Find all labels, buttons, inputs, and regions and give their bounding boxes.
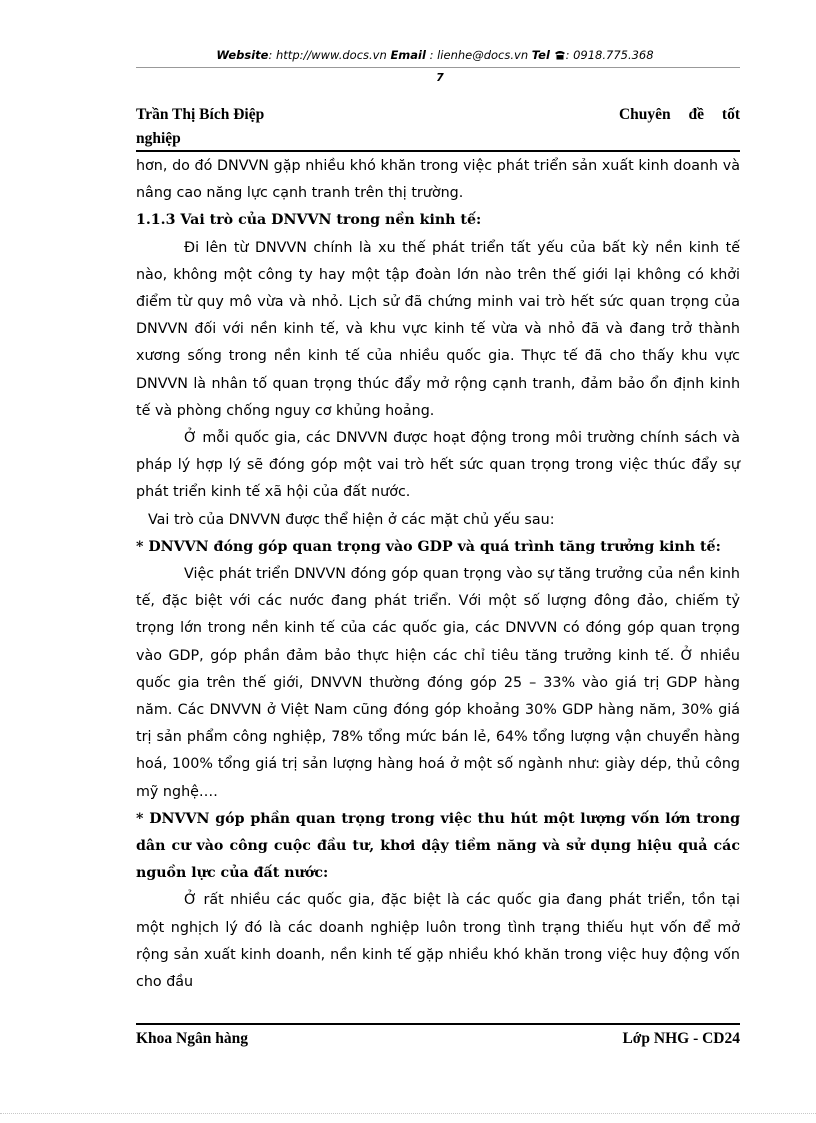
website-label: Website	[216, 48, 269, 62]
paragraph: Việc phát triển DNVVN đóng góp quan trọng vào sự tăng trưởng của nền kinh tế, đặc biệt với các nước đang phát triển. Với một số lượng đông đảo, chiếm tỷ trọng lớn trong nền kinh tế của các quốc gia, các DNVVN có đóng góp quan trọng vào GDP, góp phần đảm bảo thực hiện các chỉ tiêu tăng trưởng kinh tế. Ở nhiều quốc gia trên thế giới, DNVVN thường đóng góp 25 – 33% vào giá trị GDP hàng năm. Các DNVVN ở Việt Nam cũng đóng góp khoảng 30% GDP hàng năm, 30% giá trị sản phẩm công nghiệp, 78% tổng mức bán lẻ, 64% tổng lượng vận chuyển hàng hoá, 100% tổng giá trị sản lượng hàng hoá ở một số ngành như: giày dép, thủ công mỹ nghệ….	[136, 566, 740, 800]
header-divider	[136, 67, 740, 68]
paragraph: Ở rất nhiều các quốc gia, đặc biệt là các quốc gia đang phát triển, tồn tại một nghịch lý đó là các doanh nghiệp luôn trong tình trạng thiếu hụt vốn để mở rộng sản xuất kinh doanh, nền kinh tế gặp nhiều khó khăn trong việc huy động vốn cho đầu	[136, 892, 740, 991]
report-title-line1: Chuyên đề tốt	[618, 106, 740, 123]
footer-rule	[136, 1023, 740, 1025]
website-value: : http://www.docs.vn	[268, 48, 387, 62]
email-label: Email	[390, 48, 426, 62]
paragraph: Đi lên từ DNVVN chính là xu thế phát triển tất yếu của bất kỳ nền kinh tế nào, không một công ty hay một tập đoàn lớn nào trên thế giới lại không có khởi điểm từ quy mô vừa và nhỏ. Lịch sử đã chứng minh vai trò hết sức quan trọng của DNVVN đối với nền kinh tế, và khu vực kinh tế vừa và nhỏ đã và đang trở thành xương sống trong nền kinh tế của nhiều quốc gia. Thực tế đã cho thấy khu vực DNVVN là nhân tố quan trọng thúc đẩy mở rộng cạnh tranh, đảm bảo ổn định kinh tế và phòng chống nguy cơ khủng hoảng.	[136, 239, 740, 419]
author-name: Trần Thị Bích Điệp	[136, 106, 265, 123]
section-heading: 1.1.3 Vai trò của DNVVN trong nền kinh tế:	[136, 212, 482, 229]
site-header	[130, 47, 740, 63]
paragraph: Ở mỗi quốc gia, các DNVVN được hoạt động trong môi trường chính sách và pháp lý hợp lý sẽ đóng góp một vai trò hết sức quan trọng trong việc thúc đẩy sự phát triển kinh tế xã hội của đất nước.	[136, 430, 740, 501]
bold-subheading: * DNVVN đóng góp quan trọng vào GDP và quá trình tăng trưởng kinh tế:	[136, 538, 721, 555]
running-header-rule	[136, 150, 740, 152]
page-bottom-edge	[0, 1113, 816, 1114]
report-title-line2: nghiệp	[136, 130, 181, 147]
footer-department: Khoa Ngân hàng	[136, 1030, 248, 1047]
page-number: 7	[436, 71, 444, 84]
bold-subheading: * DNVVN góp phần quan trọng trong việc thu hút một lượng vốn lớn trong dân cư vào công cuộc đầu tư, khơi dậy tiềm năng và sử dụng hiệu quả các nguồn lực của đất nước:	[136, 810, 740, 882]
tel-label: Tel	[531, 48, 550, 62]
footer-class: Lớp NHG - CD24	[622, 1030, 740, 1047]
tel-value: : 0918.775.368	[565, 48, 654, 62]
paragraph: Vai trò của DNVVN được thể hiện ở các mặt chủ yếu sau:	[148, 511, 555, 528]
body-text	[136, 153, 740, 996]
phone-icon	[554, 48, 566, 62]
paragraph: hơn, do đó DNVVN gặp nhiều khó khăn trong việc phát triển sản xuất kinh doanh và nâng cao năng lực cạnh tranh trên thị trường.	[136, 158, 740, 202]
email-value: : lienhe@docs.vn	[429, 48, 529, 62]
